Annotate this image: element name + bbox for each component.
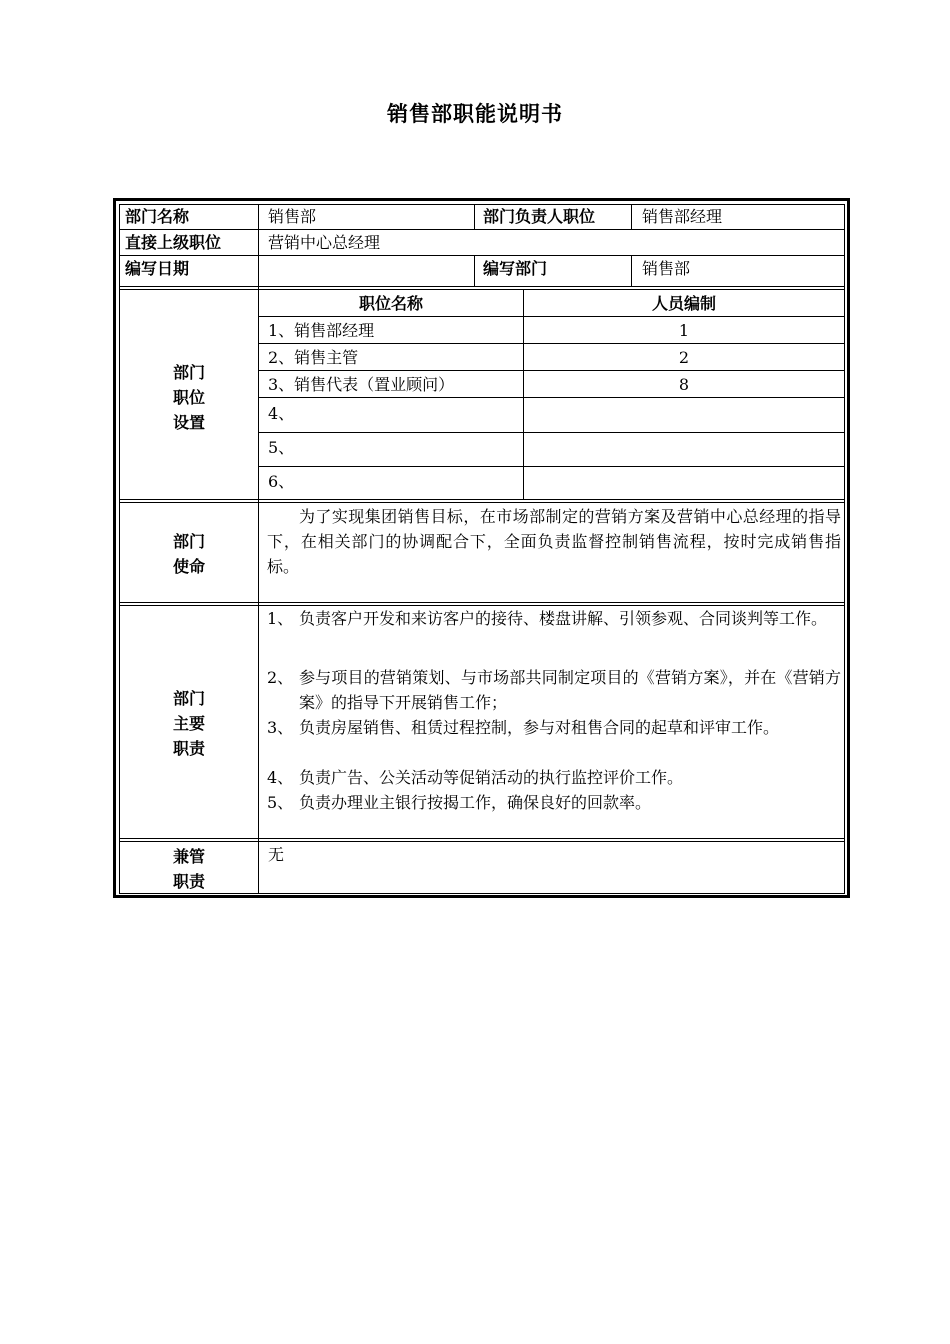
duty-item: 2、 参与项目的营销策划、与市场部共同制定项目的《营销方案》，并在《营销方案》的指导下开展销售工作； bbox=[267, 668, 841, 712]
section-divider bbox=[120, 286, 844, 290]
row-divider bbox=[120, 255, 844, 256]
head-position-label: 部门负责人职位 bbox=[483, 207, 596, 226]
duty-item: 3、 负责房屋销售、租赁过程控制，参与对租售合同的起草和评审工作。 bbox=[267, 718, 780, 737]
duties-section-label: 部门 主要 职责 bbox=[172, 689, 205, 758]
col-divider bbox=[474, 205, 475, 229]
row-divider bbox=[258, 370, 844, 371]
duty-item: 4、 负责广告、公关活动等促销活动的执行监控评价工作。 bbox=[267, 768, 684, 787]
row-divider bbox=[258, 343, 844, 344]
row-divider bbox=[258, 432, 844, 433]
writer-dept-value: 销售部 bbox=[642, 259, 691, 278]
position-row-count: 8 bbox=[678, 375, 690, 394]
col-divider bbox=[631, 205, 632, 229]
duty-item: 1、 负责客户开发和来访客户的接待、楼盘讲解、引领参观、合同谈判等工作。 bbox=[267, 609, 828, 628]
head-position-value: 销售部经理 bbox=[642, 207, 723, 226]
extra-section-label: 兼管 职责 bbox=[172, 847, 205, 891]
position-row-name: 6、 bbox=[268, 472, 295, 491]
dept-name-label: 部门名称 bbox=[125, 207, 190, 226]
mission-section-label: 部门 使命 bbox=[172, 532, 205, 576]
row-divider bbox=[120, 229, 844, 230]
duty-item: 5、 负责办理业主银行按揭工作，确保良好的回款率。 bbox=[267, 793, 652, 812]
dept-name-value: 销售部 bbox=[268, 207, 317, 226]
mission-text: 为了实现集团销售目标，在市场部制定的营销方案及营销中心总经理的指导下，在相关部门的协调配合下，全面负责监督控制销售流程，按时完成销售指标。 bbox=[267, 507, 841, 576]
position-row-name: 3、销售代表（置业顾问） bbox=[268, 375, 455, 394]
superior-value: 营销中心总经理 bbox=[268, 233, 381, 252]
position-row-name: 2、销售主管 bbox=[268, 348, 359, 367]
row-divider bbox=[258, 316, 844, 317]
col-header-headcount: 人员编制 bbox=[651, 294, 716, 313]
extra-text: 无 bbox=[268, 845, 285, 864]
position-row-count: 1 bbox=[678, 321, 690, 340]
col-header-position-name: 职位名称 bbox=[358, 294, 423, 313]
writer-dept-label: 编写部门 bbox=[483, 259, 548, 278]
position-row-name: 5、 bbox=[268, 438, 295, 457]
position-row-count: 2 bbox=[678, 348, 690, 367]
position-row-name: 1、销售部经理 bbox=[268, 321, 375, 340]
positions-section-label: 部门 职位 设置 bbox=[172, 363, 205, 432]
col-divider bbox=[474, 256, 475, 286]
row-divider bbox=[258, 466, 844, 467]
col-divider bbox=[631, 256, 632, 286]
row-divider bbox=[258, 397, 844, 398]
section-divider bbox=[120, 838, 844, 842]
page-title: 销售部职能说明书 bbox=[387, 102, 563, 126]
superior-label: 直接上级职位 bbox=[125, 233, 222, 252]
date-label: 编写日期 bbox=[125, 259, 190, 278]
section-divider bbox=[120, 499, 844, 503]
position-row-name: 4、 bbox=[268, 404, 295, 423]
